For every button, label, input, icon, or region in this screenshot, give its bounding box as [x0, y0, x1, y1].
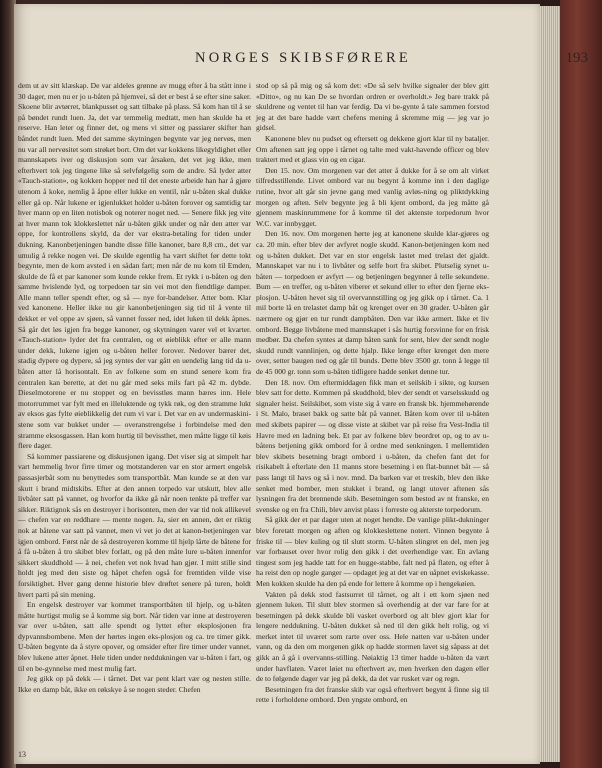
paragraph: En engelsk destroyer var kommet transportbåten til hjelp, og u-båten måtte hurtigst mulig se å komme sig bort. Når tiden var inne at destroyeren var over u-båten, satt alle spendt og lyttet efter eksplosjonen fra dypvannsbombene. Men der hørtes ingen eks-plosjon og ca. tre timer gikk. U-båten begynte da å styre opover, og omsider efter fire timer under vannet, blev lukene atter åpnet. Hele tiden under neddukningen var u-båten i fart, og til en be-gynnelse med mest mulig fart.: [18, 600, 251, 673]
paragraph: Kanonene blev nu pudset og eftersett og dekkene gjort klar til ny bataljer. Om aftenen satt jeg oppe i tårnet og talte med vakt-havende officer og blev traktert med et glass vin og en cigar.: [256, 133, 489, 165]
paragraph: stod op så på mig og så kom det: «De så selv hvilke signaler der blev gitt «Ditto», og nu kan De se hvordan ordren er overholdt.» Jeg bare trakk på skuldrene og ventet til han var ferdig. Da vi be-gynte å tale sammen forstod jeg at det bare hadde vært chefens mening å skremme mig — jeg var jo gidsel.: [256, 81, 489, 133]
signature-mark: 13: [18, 750, 26, 759]
paragraph: Den 15. nov. Om morgenen var det atter å dukke for å se om alt virket tilfredsstillende. Livet ombord var nu begynt å komme inn i den daglige rutine, hvor alt går sin jevne gang med vanlig avløs-ning og pliktdykking morgen og aften. Selv begynte jeg å bli kjent ombord, da jeg måtte gå gjennem maskinrummene for å komme til det aktenste torpedorum hvor W.C. var innbygget.: [256, 165, 489, 228]
paragraph: Vakten på dekk stod fastsurret til tårnet, og alt i ett kom sjøen ned gjennem luken. Til slutt blev stormen så overhendig at der var fare for at besetningen på dekk skulde bli vasket overbord og alt blev gjort klar for lengere neddukning. U-båten dukket så ned til den gikk helt rolig, og vi merket intet til uværet som rarte over oss. Hele natten var u-båten under vann, og da den om morgenen gikk op hadde stormen lavet sig såpass at det gikk an å gå i overvanns-stilling. Nøiaktig 13 timer hadde u-båten da vært under havflaten. Været løiet nu efterhvert av, men hverken den dagen eller de to følgende dager var jeg på dekk, da det var rusket vær og regn.: [256, 589, 489, 684]
paragraph: dem ut av sitt klæskap. De var aldeles grønne av mugg efter å ha stått inne i 30 dager, men nu er jo u-båten på hjemvei, så det er best å se efter sine saker. Skoene blir avtørret, blankpusset og satt tilbake på plass. Så kom han til å se på bøndet rundt luen. Ja, det var temmelig medtatt, men han skulde ha et reserve. Han leter og finner det, og mens vi sitter og passiarer skifter han båndet rundt luen. Med det samme skytningen begynte var jeg nervøs, men nu var all nervøsitet som strøket bort. Om det var kokkens likegyldighet eller mannskapets iver og diskusjon som var årsaken, det vet jeg ikke, men efterhvert tok jeg tingene like så selvfølgelig som de andre. Så lyder atter «Tauch-station», og kokken hopper ned til det eneste arbeide han har å gjøre utenom å koke, nemlig å åpne eller lukke en ventil, når u-båten skal dukke eller gå op. Når lukene er igjenlukket holder u-båten forover og samtidig tar hver mann op en liten notisbok og noterer noget ned. — Senere fikk jeg vite at hver mann tok klokkeslettet når u-båten gikk under og når den atter var oppe, for kontrollens skyld, da der var ekstra-betaling for tiden under dukning. Kanonbetjeningen bandte disse fille kanoner, bare 8,8 cm., det var umulig å rekke nogen vei. De skulde egentlig ha vært skiftet før dette tokt begynte, men de kom avsted i en sådan fart; men når de nu kom til Emden, skulde de få et par kanoner som kunde rekke frem. Et rykk i u-båten og den samme hvislende lyd, og torpedoen tar sin vei mot den fiendtlige damper. Alle mann teller spendt efter, og så — nye for-bandelser. Atter bom. Klar ved kanonene. Heller ikke nu gir kanonbetjeningen sig tid til å vente til dekket er vel oppe av sjøen, så vannet fosser ned, idet luken til dekk åpnes. Så går det løs igjen fra begge kanoner, og skytningen varer vel et kvarter. «Tauch-station» lyder det fra centralen, og et øieblikk efter er alle mann under dekk, lukene igjen og u-båten heller forover. Nedover bærer det, stadig dypere og dypere, så jeg syntes der var gått en uendelig lang tid da u-båten atter lå horisontalt. En av folkene som en stund senere kom fra centralen kan berette, at det nu går med seks mils fart på 42 m. dybde. Dieselmotorene er nu stoppet og en bevisstløs mann bæres inn. Hele motorrummet var fylt med en illeluktende og tykk røk, og den stramme lukt av eksos gas fylte øieblikkelig det rum vi var i. Det var en av undermaskini-stene som var bukket under — overanstrengelse i forbindelse med den stramme eksosgassen. Han kom hurtig til bevissthet, men måtte ligge til køis flere dager.: [18, 81, 251, 451]
page-number: 193: [565, 50, 588, 66]
running-title: NORGES SKIBSFØRERE: [195, 50, 411, 66]
book-cover-edge: [560, 0, 602, 768]
paragraph: Besetningen fra det franske skib var også efterhvert begynt å finne sig til rette i forholdene ombord. Den yngste ombord, en: [256, 684, 489, 705]
page-header: [18, 50, 588, 70]
text-column-right: [256, 81, 489, 705]
paragraph: Den 16. nov. Om morgenen hørte jeg at kanonene skulde klar-gjøres og ca. 20 min. efter blev der avfyret nogle skudd. Kanon-betjeningen kom ned og u-båten dukket. Det var en stor engelsk lastet med trelast det gjaldt. Mannskapet var nu i to livbåter og selfe bort fra skibet. Plutselig synet u-båten — torpedoen er avfyrt — og betjeningen begynner å telle sekundene. Bum — en treffer, og u-båten viberer et sekund eller to efter den fjerne eks-plosjon. U-båten hevet sig til overvannstilling og jeg gikk op i tårnet. Ca. 1 mil borte lå en trelastet damp båt og krenget over en 30 grader. U-båten går nærmere og gjør en tur rundt dampbåten. Den var ikke armert. Ikke et liv ombord. Begge livbåtene med mannskapet i sås hurtig forsvinne for en frisk medbør. Da chefen syntes at damp båten sank for sent, blev der sendt nogle skudd rundt vannlinjen, og dette hjalp. Ikke lenge efter krenget den mere over, setter baugen ned og går til bunds. Dette blev 3500 gr. tonn å legge til de 45 000 gr. tonn som u-båten tidligere hadde senket denne tur.: [256, 229, 489, 377]
paragraph: Den 18. nov. Om eftermiddagen fikk man et seilskib i sikte, og kursen blev satt for dette. Kommen på skuddhold, blev der sendt et varselsskudd og signaler heist. Seilskibet, som viste sig å være en fransk bk. hjemmehørende i St. Malo, braset bakk og satte båt på vannet. Båten kom over til u-båten med skibets papirer — og disse viste at skibet var på reise fra Vest-India til Havre med en ladning bek. Et par av folkene blev beordret op, og to av u-båtens betjening gikk ombord for å ordne med senkningen. I mellemtiden blev skibets besetning bragt ombord i u-båten, da chefen fant det for risikabelt å efterlate den 11 manns store besetning i en flat-bunnet båt — så pass langt til havs og så i nov. mnd. Da barken var et treskib, blev den ikke senket med bomber, men stukket i brand, og langt utover aftenen sås lysningen fra det brennende skib. Besetningen som bestod av nt franske, en svenske og en fra Chili, blev anvist plass i forreste og akterste torpedorum.: [256, 377, 489, 514]
paragraph: Jeg gikk op på dekk — i tårnet. Det var pent klart vær og nesten stille. Ikke en damp båt, ikke en røkskye å se nogen steder. Chefen: [18, 674, 251, 694]
paragraph: Så gikk der et par dager uten at noget hendte. De vanlige plikt-dukninger blev foretatt morgen og aften og klokkeslettene notert. Vinnen begynte å friske til — blev kuling og til slutt storm. U-båten slingret en del, men jeg var forbauset over hvor rolig den gikk i det overhendige vær. En avlang tingest som jeg hadde tatt for en hugge-stabbe, falt ned på flaten, og efter å ha reist den op nogle ganger — opdaget jeg at det var en uåpnet eviskekasse. Men kokken skulde ha den på ende for lettere å komme op i hengekøien.: [256, 515, 489, 588]
paragraph: Så kommer passiarene og diskusjonen igang. Det viser sig at simpelt har vart hemmelig hvor firre timer og motstanderen var en stor armert engelsk passasjerbåt som nu benyttedes som transportbåt. Man kunde se at den var skutt i brand midtskibs. Efter at den annen torpedo var utskutt, blev alle livbåter satt på vannet, og hvorfor da ikke gå når noen tenkte på treffer var sikker. Riktignok sås en destroyer i horisonten, men der var tid nok allikevel — chefen var en reddhare — mente nogen. Ja, sier en annen, det er riktig nok at båtene var satt på vannet, men vi vet jo det at kanon-betjeningen var igjen ombord. Først når de så destroyeren komme til hjelp lårte de båtene for å få u-båten å tro skibet blev forlatt, og på den måte lure u-båten innenfor sikkert skuddhold — å nei, chefen vet nok hvad han gjør. I mitt stille sind holdt jeg med den siste og håpet chefen også for fremtiden vilde vise forsiktighet. Hver gang denne historie blev drøftet senere på turen, holdt hvert parti på sin mening.: [18, 451, 251, 599]
text-column-left: [18, 81, 251, 694]
page-edges: [540, 6, 560, 762]
